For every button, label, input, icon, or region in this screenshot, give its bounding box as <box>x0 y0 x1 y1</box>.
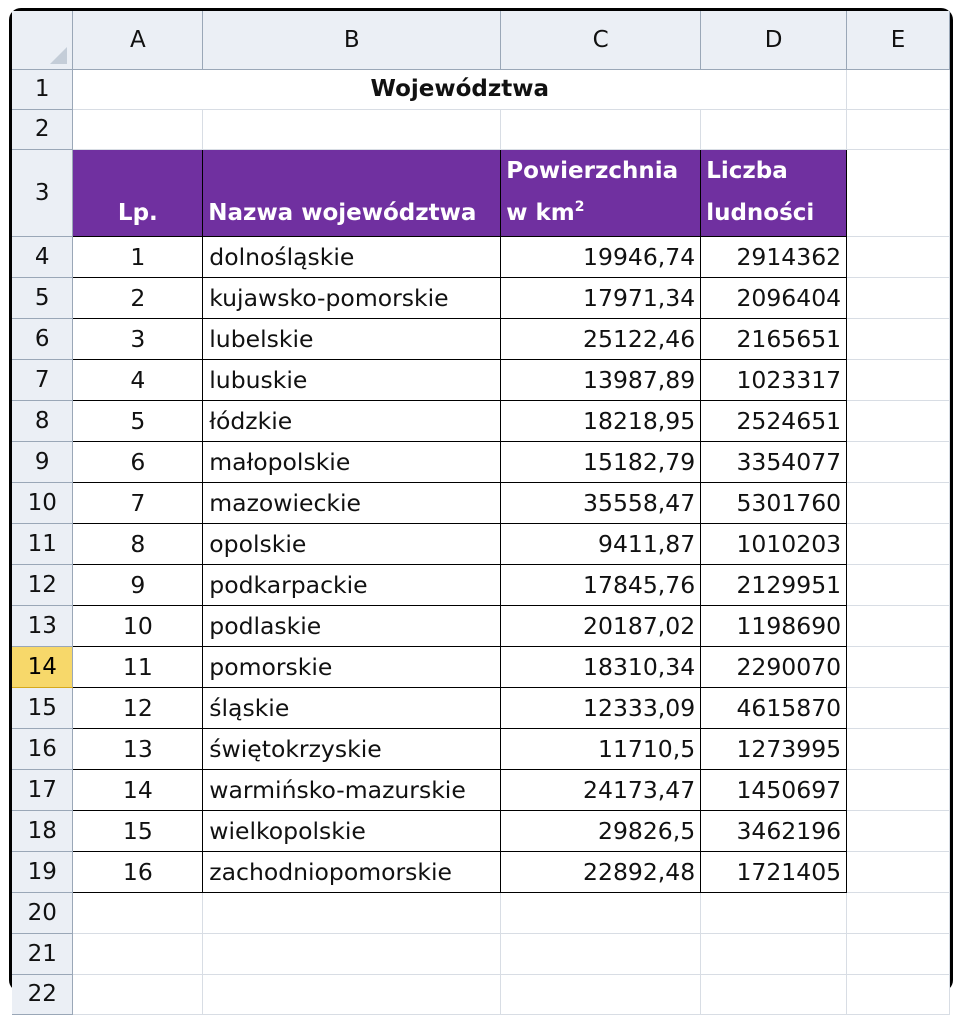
header-area-superscript: 2 <box>574 198 585 215</box>
cell-lp[interactable]: 15 <box>73 810 203 851</box>
header-pop-line1: Liczba <box>706 157 788 184</box>
empty-cell[interactable] <box>847 359 950 400</box>
cell-area[interactable]: 35558,47 <box>501 482 701 523</box>
row-header-3[interactable]: 3 <box>12 149 73 236</box>
sheet-row <box>12 810 950 851</box>
cell-population[interactable]: 1010203 <box>701 523 847 564</box>
sheet-row <box>12 482 950 523</box>
cell-lp[interactable]: 5 <box>73 400 203 441</box>
cell-population[interactable]: 3354077 <box>701 441 847 482</box>
cell-name[interactable]: świętokrzyskie <box>203 728 501 769</box>
row-header-9[interactable]: 9 <box>12 441 73 482</box>
cell-name[interactable]: opolskie <box>203 523 501 564</box>
cell-area[interactable]: 9411,87 <box>501 523 701 564</box>
row-header-12[interactable]: 12 <box>12 564 73 605</box>
row-header-16[interactable]: 16 <box>12 728 73 769</box>
empty-cell[interactable] <box>847 605 950 646</box>
sheet-row <box>12 974 950 1014</box>
cell-lp[interactable]: 14 <box>73 769 203 810</box>
cell-name[interactable]: pomorskie <box>203 646 501 687</box>
empty-cell[interactable] <box>203 109 501 149</box>
row-header-2[interactable]: 2 <box>12 109 73 149</box>
cell-lp[interactable]: 8 <box>73 523 203 564</box>
cell-name[interactable]: podlaskie <box>203 605 501 646</box>
cell-lp[interactable]: 7 <box>73 482 203 523</box>
empty-cell[interactable] <box>847 933 950 974</box>
cell-population[interactable]: 1450697 <box>701 769 847 810</box>
spreadsheet-grid <box>12 11 950 1015</box>
cell-name[interactable]: dolnośląskie <box>203 236 501 277</box>
cell-area[interactable]: 24173,47 <box>501 769 701 810</box>
empty-cell[interactable] <box>847 482 950 523</box>
row-header-21[interactable]: 21 <box>12 933 73 974</box>
empty-cell[interactable] <box>501 892 701 933</box>
cell-lp[interactable]: 9 <box>73 564 203 605</box>
row-header-11[interactable]: 11 <box>12 523 73 564</box>
empty-cell[interactable] <box>73 109 203 149</box>
cell-population[interactable]: 5301760 <box>701 482 847 523</box>
cell-area[interactable]: 17971,34 <box>501 277 701 318</box>
empty-cell[interactable] <box>847 810 950 851</box>
cell-lp[interactable]: 13 <box>73 728 203 769</box>
sheet-row <box>12 359 950 400</box>
select-all-triangle-icon <box>50 47 67 64</box>
empty-cell[interactable] <box>847 769 950 810</box>
empty-cell[interactable] <box>701 892 847 933</box>
header-area-line1: Powierzchnia <box>506 157 679 184</box>
cell-name[interactable]: warmińsko-mazurskie <box>203 769 501 810</box>
cell-area[interactable]: 11710,5 <box>501 728 701 769</box>
cell-name[interactable]: kujawsko-pomorskie <box>203 277 501 318</box>
row-header-17[interactable]: 17 <box>12 769 73 810</box>
empty-cell[interactable] <box>501 933 701 974</box>
cell-area[interactable]: 22892,48 <box>501 851 701 892</box>
sheet-row <box>12 277 950 318</box>
cell-population[interactable]: 4615870 <box>701 687 847 728</box>
row-header-4[interactable]: 4 <box>12 236 73 277</box>
cell-name[interactable]: małopolskie <box>203 441 501 482</box>
row-header-19[interactable]: 19 <box>12 851 73 892</box>
sheet-row <box>12 564 950 605</box>
column-header-d[interactable]: D <box>701 11 847 69</box>
empty-cell[interactable] <box>501 109 701 149</box>
header-cell-area[interactable] <box>501 149 701 236</box>
sheet-row <box>12 892 950 933</box>
cell-population[interactable]: 2524651 <box>701 400 847 441</box>
row-header-18[interactable]: 18 <box>12 810 73 851</box>
cell-lp[interactable]: 4 <box>73 359 203 400</box>
cell-population[interactable]: 2096404 <box>701 277 847 318</box>
row-header-1[interactable]: 1 <box>12 69 73 109</box>
cell-area[interactable]: 19946,74 <box>501 236 701 277</box>
sheet-row <box>12 769 950 810</box>
empty-cell[interactable] <box>203 974 501 1014</box>
cell-population[interactable]: 1273995 <box>701 728 847 769</box>
empty-cell[interactable] <box>701 974 847 1014</box>
cell-lp[interactable]: 2 <box>73 277 203 318</box>
cell-name[interactable]: śląskie <box>203 687 501 728</box>
empty-cell[interactable] <box>847 69 950 109</box>
spreadsheet-window <box>9 8 953 1007</box>
sheet-row <box>12 933 950 974</box>
cell-population[interactable]: 1721405 <box>701 851 847 892</box>
sheet-row <box>12 851 950 892</box>
sheet-row <box>12 400 950 441</box>
cell-population[interactable]: 2290070 <box>701 646 847 687</box>
row-header-6[interactable]: 6 <box>12 318 73 359</box>
cell-name[interactable]: łódzkie <box>203 400 501 441</box>
cell-population[interactable]: 2914362 <box>701 236 847 277</box>
row-header-14[interactable]: 14 <box>12 646 73 687</box>
header-cell-population[interactable] <box>701 149 847 236</box>
header-pop-line2: ludności <box>706 199 815 226</box>
header-cell-name[interactable]: Nazwa województwa <box>203 149 501 236</box>
row-header-13[interactable]: 13 <box>12 605 73 646</box>
sheet-row <box>12 441 950 482</box>
cell-population[interactable]: 3462196 <box>701 810 847 851</box>
sheet-row <box>12 69 950 109</box>
cell-lp[interactable]: 3 <box>73 318 203 359</box>
row-header-22[interactable]: 22 <box>12 974 73 1014</box>
cell-lp[interactable]: 6 <box>73 441 203 482</box>
cell-name[interactable]: podkarpackie <box>203 564 501 605</box>
cell-population[interactable]: 1198690 <box>701 605 847 646</box>
sheet-row <box>12 687 950 728</box>
sheet-row <box>12 728 950 769</box>
cell-name[interactable]: lubelskie <box>203 318 501 359</box>
column-header-e[interactable]: E <box>847 11 950 69</box>
sheet-title-cell[interactable]: Województwa <box>73 69 847 109</box>
cell-area[interactable]: 15182,79 <box>501 441 701 482</box>
cell-area[interactable]: 18310,34 <box>501 646 701 687</box>
empty-cell[interactable] <box>847 564 950 605</box>
column-header-c[interactable]: C <box>501 11 701 69</box>
column-header-b[interactable]: B <box>203 11 501 69</box>
cell-name[interactable]: wielkopolskie <box>203 810 501 851</box>
cell-population[interactable]: 2165651 <box>701 318 847 359</box>
empty-cell[interactable] <box>847 892 950 933</box>
empty-cell[interactable] <box>847 728 950 769</box>
cell-area[interactable]: 20187,02 <box>501 605 701 646</box>
empty-cell[interactable] <box>847 851 950 892</box>
empty-cell[interactable] <box>701 109 847 149</box>
row-header-7[interactable]: 7 <box>12 359 73 400</box>
empty-cell[interactable] <box>73 933 203 974</box>
empty-cell[interactable] <box>73 974 203 1014</box>
empty-cell[interactable] <box>847 109 950 149</box>
sheet-row <box>12 605 950 646</box>
empty-cell[interactable] <box>847 523 950 564</box>
sheet-row <box>12 109 950 149</box>
cell-area[interactable]: 29826,5 <box>501 810 701 851</box>
cell-area[interactable]: 13987,89 <box>501 359 701 400</box>
empty-cell[interactable] <box>701 933 847 974</box>
header-area-line2: w km <box>506 199 575 226</box>
empty-cell[interactable] <box>847 149 950 236</box>
cell-name[interactable]: zachodniopomorskie <box>203 851 501 892</box>
sheet-row <box>12 646 950 687</box>
empty-cell[interactable] <box>847 236 950 277</box>
empty-cell[interactable] <box>203 892 501 933</box>
row-header-5[interactable]: 5 <box>12 277 73 318</box>
empty-cell[interactable] <box>847 687 950 728</box>
header-cell-lp[interactable]: Lp. <box>73 149 203 236</box>
empty-cell[interactable] <box>847 318 950 359</box>
column-header-a[interactable]: A <box>73 11 203 69</box>
cell-lp[interactable]: 10 <box>73 605 203 646</box>
cell-population[interactable]: 2129951 <box>701 564 847 605</box>
sheet-row <box>12 318 950 359</box>
cell-area[interactable]: 18218,95 <box>501 400 701 441</box>
empty-cell[interactable] <box>847 277 950 318</box>
sheet-row <box>12 236 950 277</box>
empty-cell[interactable] <box>847 646 950 687</box>
cell-lp[interactable]: 11 <box>73 646 203 687</box>
cell-name[interactable]: lubuskie <box>203 359 501 400</box>
row-header-20[interactable]: 20 <box>12 892 73 933</box>
cell-area[interactable]: 25122,46 <box>501 318 701 359</box>
select-all-corner[interactable] <box>12 11 73 69</box>
cell-area[interactable]: 12333,09 <box>501 687 701 728</box>
cell-area[interactable]: 17845,76 <box>501 564 701 605</box>
empty-cell[interactable] <box>203 933 501 974</box>
row-header-8[interactable]: 8 <box>12 400 73 441</box>
empty-cell[interactable] <box>73 892 203 933</box>
cell-lp[interactable]: 12 <box>73 687 203 728</box>
empty-cell[interactable] <box>847 974 950 1014</box>
cell-population[interactable]: 1023317 <box>701 359 847 400</box>
sheet-row <box>12 523 950 564</box>
cell-name[interactable]: mazowieckie <box>203 482 501 523</box>
empty-cell[interactable] <box>847 441 950 482</box>
sheet-row <box>12 149 950 236</box>
cell-lp[interactable]: 16 <box>73 851 203 892</box>
cell-lp[interactable]: 1 <box>73 236 203 277</box>
row-header-15[interactable]: 15 <box>12 687 73 728</box>
empty-cell[interactable] <box>847 400 950 441</box>
row-header-10[interactable]: 10 <box>12 482 73 523</box>
empty-cell[interactable] <box>501 974 701 1014</box>
